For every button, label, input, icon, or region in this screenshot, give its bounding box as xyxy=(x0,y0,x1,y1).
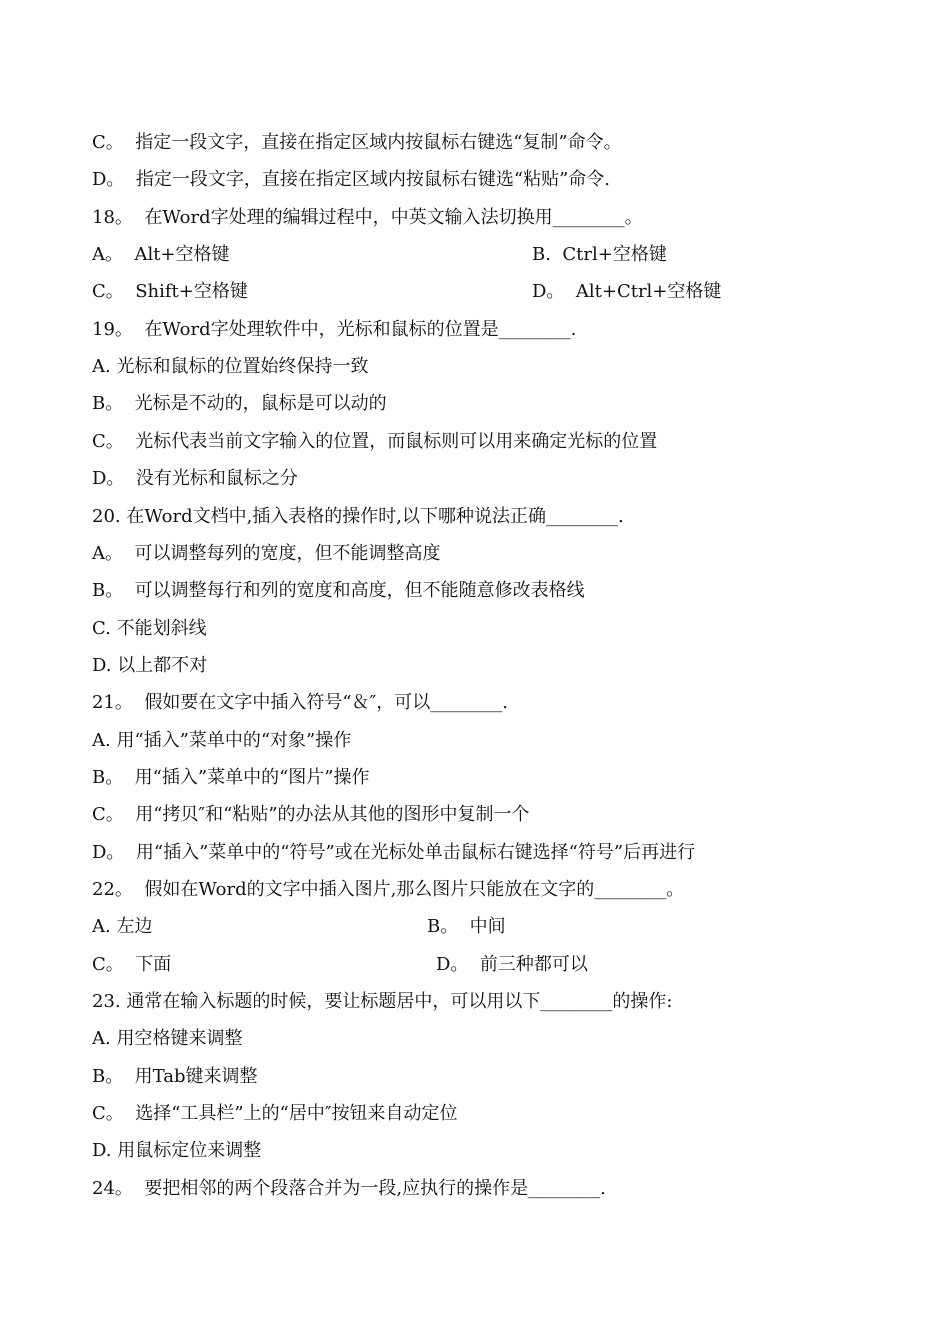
option-right: D。 前三种都可以 xyxy=(436,953,588,975)
option-right: B. Ctrl+空格键 xyxy=(532,244,667,266)
question-line: 23. 通常在输入标题的时候，要让标题居中，可以用以下________的操作: xyxy=(92,991,673,1013)
option-line: A。 可以调整每列的宽度，但不能调整高度 xyxy=(92,542,441,564)
option-left: C。 Shift+空格键 xyxy=(92,281,248,303)
option-line: C。 用“拷贝″和“粘贴”的办法从其他的图形中复制一个 xyxy=(92,804,530,826)
option-left: C。 下面 xyxy=(92,953,172,975)
option-line: C。 选择“工具栏”上的“居中″按钮来自动定位 xyxy=(92,1103,458,1125)
option-row xyxy=(92,912,506,942)
option-line: A. 用空格键来调整 xyxy=(92,1028,243,1050)
option-line: C。 光标代表当前文字输入的位置，而鼠标则可以用来确定光标的位置 xyxy=(92,430,658,452)
question-line: 24。 要把相邻的两个段落合并为一段,应执行的操作是________. xyxy=(92,1177,606,1199)
option-line: B。 用Tab键来调整 xyxy=(92,1065,258,1087)
option-line: C。 指定一段文字，直接在指定区域内按鼠标右键选“复制”命令。 xyxy=(92,132,622,153)
option-line: B。 可以调整每行和列的宽度和高度，但不能随意修改表格线 xyxy=(92,580,585,602)
question-line: 18。 在Word字处理的编辑过程中，中英文输入法切换用________。 xyxy=(92,206,643,228)
option-left: A。 Alt+空格键 xyxy=(92,244,230,266)
option-right: D。 Alt+Ctrl+空格键 xyxy=(532,281,722,303)
option-line: D。 没有光标和鼠标之分 xyxy=(92,468,298,490)
option-line: B。 用“插入”菜单中的“图片”操作 xyxy=(92,766,370,788)
option-right: B。 中间 xyxy=(427,916,506,938)
option-line: D. 用鼠标定位来调整 xyxy=(92,1140,262,1162)
option-line: D。 用“插入”菜单中的“符号”或在光标处单击鼠标右键选择“符号”后再进行 xyxy=(92,841,696,863)
question-line: 21。 假如要在文字中插入符号“＆″，可以________. xyxy=(92,692,508,714)
option-row xyxy=(92,240,667,270)
option-line: D。 指定一段文字，直接在指定区域内按鼠标右键选“粘贴”命令. xyxy=(92,169,610,191)
option-row xyxy=(92,950,588,980)
option-row xyxy=(92,277,722,307)
option-line: B。 光标是不动的，鼠标是可以动的 xyxy=(92,393,387,415)
question-line: 20. 在Word文档中,插入表格的操作时,以下哪种说法正确________. xyxy=(92,505,624,527)
option-line: A. 光标和鼠标的位置始终保持一致 xyxy=(92,356,369,378)
option-left: A. 左边 xyxy=(92,916,153,938)
option-line: C. 不能划斜线 xyxy=(92,617,207,639)
option-line: D. 以上都不对 xyxy=(92,654,208,676)
option-line: A. 用“插入”菜单中的“对象”操作 xyxy=(92,729,352,751)
question-line: 22。 假如在Word的文字中插入图片,那么图片只能放在文字的________。 xyxy=(92,879,685,900)
question-line: 19。 在Word字处理软件中，光标和鼠标的位置是________. xyxy=(92,318,577,340)
